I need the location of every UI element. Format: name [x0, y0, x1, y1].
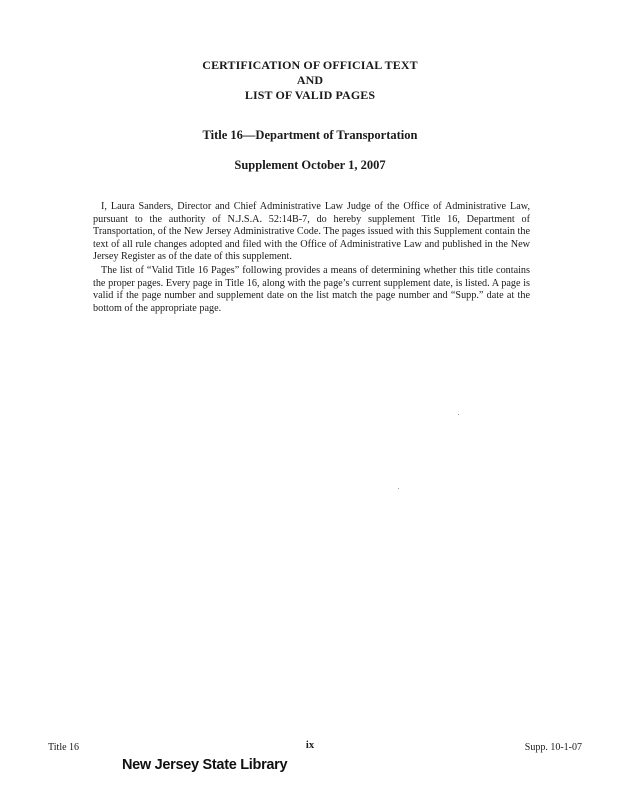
title-heading: Title 16—Department of Transportation [202, 128, 418, 142]
scan-speck [398, 488, 399, 489]
footer-page-number: ix [305, 740, 315, 751]
footer-title: Title 16 [48, 742, 80, 753]
certification-paragraph: I, Laura Sanders, Director and Chief Administrative Law Judge of the Office of Administrative Law, pursuant to the authority of N.J.S.A. 52:14B-7, do hereby supplement Title 16, Department of Transportation, of the New Jersey Administrative Code. The pages issued with this Supplement contain the text of all rule changes adopted and filed with the Office of Administrative Law and published in the New Jersey Register as of the date of this supplement. [93, 201, 530, 263]
valid-pages-paragraph: The list of “Valid Title 16 Pages” following provides a means of determining whether this title contains the proper pages. Every page in Title 16, along with the page’s current supplement date, is listed. A page is valid if the page number and supplement date on the list match the page number and “Supp.” date at the bottom of the appropriate page. [93, 265, 530, 314]
heading-line-1: CERTIFICATION OF OFFICIAL TEXT [202, 58, 418, 72]
heading-line-2: AND [296, 73, 324, 87]
certification-heading [0, 58, 620, 103]
supplement-date-heading: Supplement October 1, 2007 [234, 158, 386, 172]
library-stamp: New Jersey State Library [122, 757, 288, 773]
footer-supplement-date: Supp. 10-1-07 [524, 742, 582, 753]
scan-speck [458, 414, 459, 415]
heading-line-3: LIST OF VALID PAGES [244, 88, 376, 102]
